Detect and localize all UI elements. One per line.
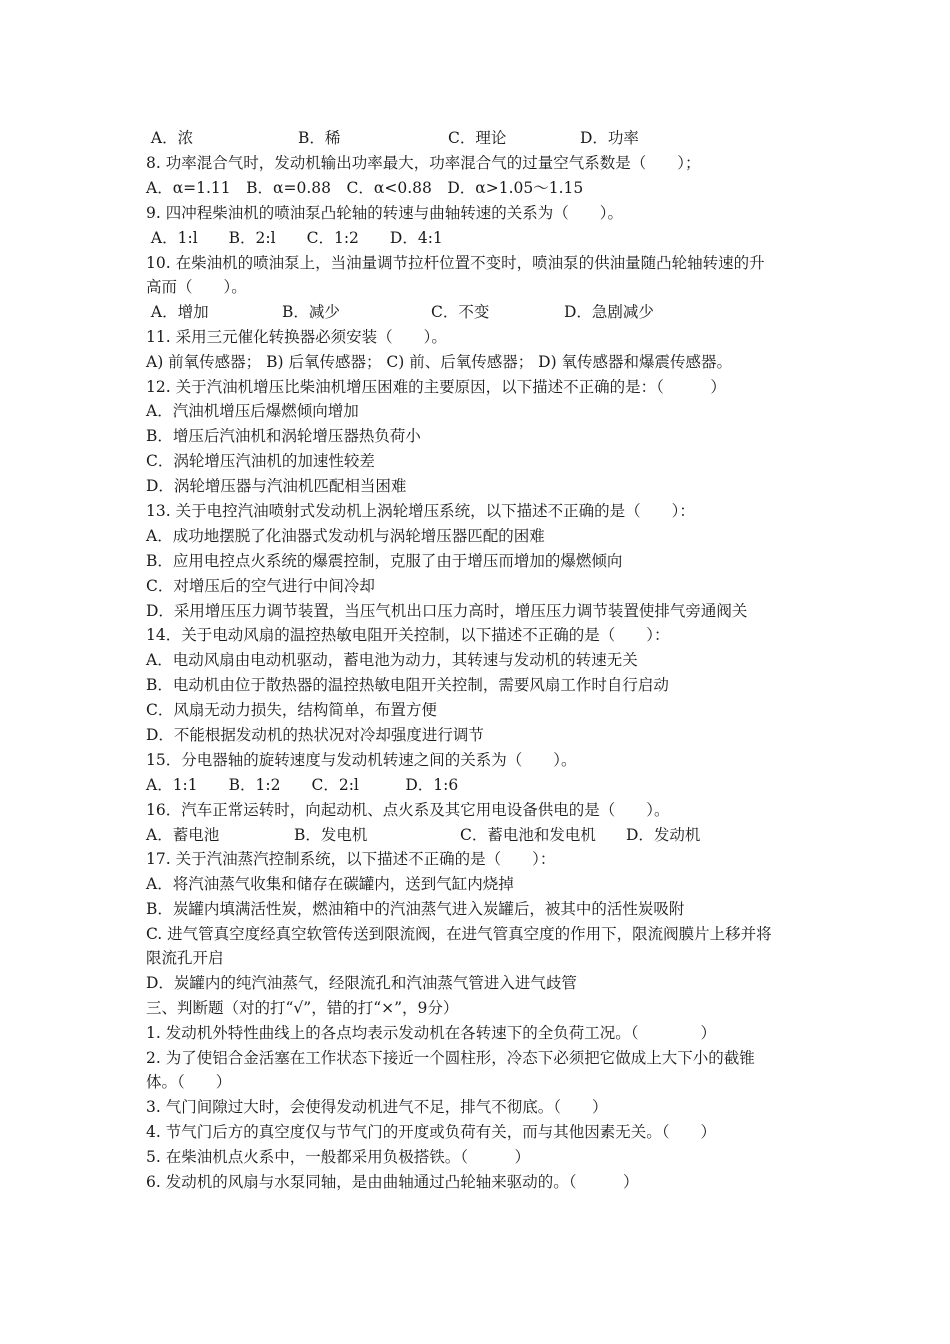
option-a: A．增加 — [146, 303, 209, 321]
q11-options: A) 前氧传感器； B) 后氧传感器； C) 前、后氧传感器； D) 氧传感器和爆震传感器。 — [146, 353, 733, 371]
option-b: B．减少 — [282, 303, 340, 321]
tf-item-2-line-1: 2. 为了使铝合金活塞在工作状态下接近一个圆柱形，冷态下必须把它做成上大下小的截锥 — [146, 1049, 755, 1067]
q8-options: A．α=1.11 B．α=0.88 C．α<0.88 D．α>1.05～1.15 — [146, 179, 584, 197]
tf-item-6: 6. 发动机的风扇与水泵同轴，是由曲轴通过凸轮轴来驱动的。（ ） — [146, 1173, 639, 1191]
q14-option-b: B．电动机由位于散热器的温控热敏电阻开关控制，需要风扇工作时自行启动 — [146, 676, 669, 694]
option-a: A．浓 — [146, 129, 194, 147]
question-8: 8. 功率混合气时，发动机输出功率最大，功率混合气的过量空气系数是（ ）； — [146, 154, 701, 172]
option-c: C．不变 — [431, 303, 490, 321]
option-a: A．蓄电池 — [146, 826, 220, 844]
option-d: D．功率 — [580, 129, 639, 147]
q15-options: A．1:1 B．1:2 C．2:l D．1:6 — [146, 776, 459, 794]
question-12: 12. 关于汽油机增压比柴油机增压困难的主要原因，以下描述不正确的是：（ ） — [146, 378, 726, 396]
q17-option-c-line-1: C. 进气管真空度经真空软管传送到限流阀，在进气管真空度的作用下，限流阀膜片上移并将 — [146, 925, 772, 943]
q12-option-d: D．涡轮增压器与汽油机匹配相当困难 — [146, 477, 407, 495]
question-17: 17. 关于汽油蒸汽控制系统，以下描述不正确的是（ ）： — [146, 850, 556, 868]
tf-item-1: 1. 发动机外特性曲线上的各点均表示发动机在各转速下的全负荷工况。（ ） — [146, 1024, 716, 1042]
q13-option-b: B．应用电控点火系统的爆震控制，克服了由于增压而增加的爆燃倾向 — [146, 552, 623, 570]
option-b: B．稀 — [298, 129, 341, 147]
q13-option-a: A．成功地摆脱了化油器式发动机与涡轮增压器匹配的困难 — [146, 527, 545, 545]
question-13: 13. 关于电控汽油喷射式发动机上涡轮增压系统，以下描述不正确的是（ ）： — [146, 502, 695, 520]
q17-option-d: D．炭罐内的纯汽油蒸气，经限流孔和汽油蒸气管进入进气歧管 — [146, 974, 577, 992]
option-d: D．急剧减少 — [564, 303, 654, 321]
question-9: 9. 四冲程柴油机的喷油泵凸轮轴的转速与曲轴转速的关系为（ ）。 — [146, 204, 623, 222]
q12-option-b: B．增压后汽油机和涡轮增压器热负荷小 — [146, 427, 421, 445]
q13-option-d: D．采用增压压力调节装置，当压气机出口压力高时，增压压力调节装置使排气旁通阀关 — [146, 602, 748, 620]
question-10-line-2: 高而（ ）。 — [146, 278, 247, 296]
question-10-line-1: 10. 在柴油机的喷油泵上，当油量调节拉杆位置不变时，喷油泵的供油量随凸轮轴转速的升 — [146, 254, 765, 272]
option-c: C．理论 — [448, 129, 507, 147]
question-16: 16．汽车正常运转时，向起动机、点火系及其它用电设备供电的是（ ）。 — [146, 801, 670, 819]
question-15: 15．分电器轴的旋转速度与发动机转速之间的关系为（ ）。 — [146, 751, 577, 769]
tf-item-5: 5. 在柴油机点火系中，一般都采用负极搭铁。（ ） — [146, 1148, 530, 1166]
q14-option-a: A．电动风扇由电动机驱动，蓄电池为动力，其转速与发动机的转速无关 — [146, 651, 638, 669]
tf-item-4: 4. 节气门后方的真空度仅与节气门的开度或负荷有关，而与其他因素无关。（ ） — [146, 1123, 716, 1141]
q12-option-a: A．汽油机增压后爆燃倾向增加 — [146, 402, 359, 420]
q10-options — [146, 300, 846, 324]
tf-item-2-line-2: 体。（ ） — [146, 1073, 232, 1091]
section-heading-true-false: 三、判断题（对的打“√”，错的打“×”，9分） — [146, 999, 459, 1017]
option-c: C．蓄电池和发电机 — [460, 826, 596, 844]
q13-option-c: C．对增压后的空气进行中间冷却 — [146, 577, 375, 595]
q16-options — [146, 823, 846, 847]
option-b: B．发电机 — [294, 826, 368, 844]
option-d: D．发动机 — [626, 826, 701, 844]
q17-option-c-line-2: 限流孔开启 — [146, 949, 224, 967]
q14-option-c: C．风扇无动力损失，结构简单，布置方便 — [146, 701, 437, 719]
q9-options: A．1:l B．2:l C．1:2 D．4:1 — [146, 229, 443, 247]
question-14: 14．关于电动风扇的温控热敏电阻开关控制，以下描述不正确的是（ ）： — [146, 626, 670, 644]
tf-item-3: 3. 气门间隙过大时，会使得发动机进气不足，排气不彻底。（ ） — [146, 1098, 608, 1116]
q17-option-a: A．将汽油蒸气收集和储存在碳罐内，送到气缸内烧掉 — [146, 875, 514, 893]
q17-option-b: B．炭罐内填满活性炭，燃油箱中的汽油蒸气进入炭罐后，被其中的活性炭吸附 — [146, 900, 685, 918]
q7-options — [146, 126, 846, 150]
q14-option-d: D．不能根据发动机的热状况对冷却强度进行调节 — [146, 726, 484, 744]
q12-option-c: C．涡轮增压汽油机的加速性较差 — [146, 452, 375, 470]
question-11: 11. 采用三元催化转换器必须安装（ ）。 — [146, 328, 447, 346]
